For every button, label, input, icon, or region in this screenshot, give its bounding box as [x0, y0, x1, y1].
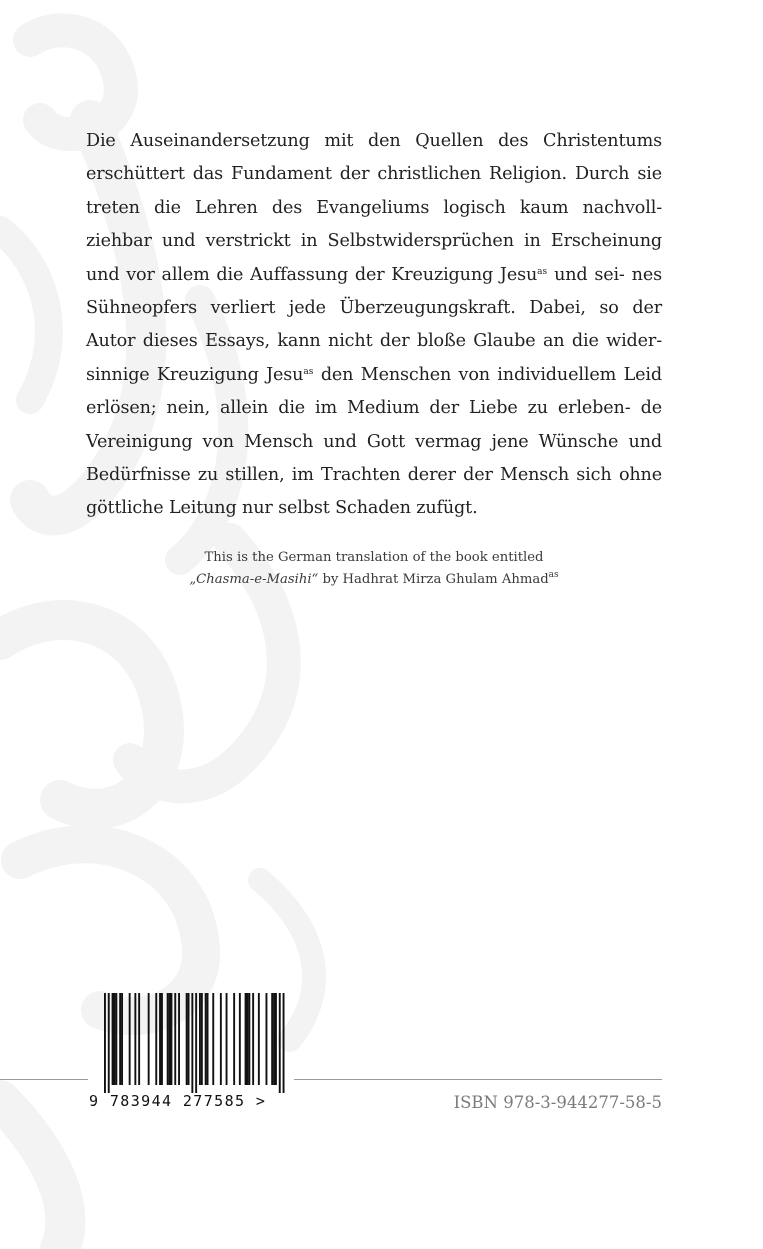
barcode-bar [169, 993, 171, 1085]
barcode-bar [275, 993, 277, 1085]
blurb-line: de Vereinigung von Mensch und Gott vermag jene Wünsche [86, 398, 663, 452]
barcode-bar [159, 993, 161, 1085]
barcode-bar [283, 993, 285, 1093]
barcode-bar [195, 993, 197, 1093]
barcode-bar [167, 993, 169, 1085]
barcode-bar [247, 993, 249, 1085]
isbn-barcode [89, 993, 303, 1120]
blurb-line: sie treten die Lehren des Evangeliums logisch kaum nachvoll- [86, 164, 663, 218]
isbn-number: ISBN 978-3-944277-58-5 [453, 1093, 662, 1112]
author-credit: by Hadhrat Mirza Ghulam Ahmad [318, 572, 549, 587]
blurb-line: sinnige Kreuzigung Jesu [86, 364, 304, 385]
blurb-line: Leid erlösen; nein, allein die im Medium der Liebe zu erleben- [86, 364, 662, 419]
barcode-bar [266, 993, 268, 1085]
barcode-bar [186, 993, 188, 1085]
barcode-bar [114, 993, 116, 1085]
barcode-digits: 9 783944 277585 > [89, 1092, 267, 1110]
blurb-line: ohne göttliche Leitung nur selbst Schaden zufügt. [86, 465, 663, 519]
blurb-line: und vor allem die Auffassung der Kreuzigung Jesu [86, 264, 538, 285]
honorific-superscript: as [303, 366, 314, 377]
barcode-bar [112, 993, 114, 1085]
blurb-line: Autor dieses Essays, kann nicht der bloße Glaube an die wider- [86, 331, 662, 352]
barcode-bar [178, 993, 180, 1085]
barcode-bar [273, 993, 275, 1085]
barcode-bar [171, 993, 173, 1085]
barcode-bar [104, 993, 106, 1093]
barcode-bar [115, 993, 117, 1085]
divider-right [294, 1079, 662, 1080]
book-title: „Chasma-e-Masihi“ [189, 572, 319, 587]
barcode-bar [174, 993, 176, 1085]
barcode-bar [226, 993, 228, 1085]
blurb-line: und Bedürfnisse zu stillen, im Trachten derer der Mensch sich [86, 431, 663, 486]
barcode-bar [188, 993, 190, 1085]
divider-left [0, 1079, 88, 1080]
barcode-bar [233, 993, 235, 1085]
blurb-line: den Menschen von individuellem [320, 364, 617, 385]
translation-note-line-1: This is the German translation of the book entitled [204, 550, 544, 565]
barcode-bar [207, 993, 209, 1085]
barcode-bar [138, 993, 140, 1085]
blurb-text [86, 125, 662, 526]
barcode-bar [248, 993, 250, 1085]
barcode-bars [89, 993, 303, 1093]
barcode-bar [119, 993, 121, 1085]
honorific-superscript: as [537, 266, 548, 277]
barcode-bar [199, 993, 201, 1085]
barcode-bar [205, 993, 207, 1085]
barcode-bar [134, 993, 136, 1085]
barcode-bar [212, 993, 214, 1085]
blurb-line: und sei- [554, 264, 625, 285]
barcode-bar [191, 993, 193, 1093]
barcode-bar [258, 993, 260, 1085]
barcode-bar [121, 993, 123, 1085]
barcode-bar [279, 993, 281, 1093]
blurb-line: ziehbar und verstrickt in Selbstwidersprüchen in Erscheinung [86, 231, 662, 252]
barcode-bar [148, 993, 150, 1085]
barcode-bar [108, 993, 110, 1093]
honorific-superscript: as [548, 570, 559, 580]
barcode-bar [161, 993, 163, 1085]
blurb-line: erschüttert das Fundament der christlichen Religion. Durch [86, 164, 630, 185]
barcode-bar [252, 993, 254, 1085]
translation-note-line-2 [86, 569, 662, 591]
barcode-bar [220, 993, 222, 1085]
barcode-bar [155, 993, 157, 1085]
blurb-line: Die Auseinandersetzung mit den Quellen des Christentums [86, 131, 662, 151]
barcode-bar [271, 993, 273, 1085]
barcode-bar [129, 993, 131, 1085]
barcode-bar [201, 993, 203, 1085]
barcode-bar [239, 993, 241, 1085]
barcode-bar [245, 993, 247, 1085]
blurb-line: nes Sühneopfers verliert jede Überzeugungskraft. Dabei, so der [86, 264, 662, 319]
